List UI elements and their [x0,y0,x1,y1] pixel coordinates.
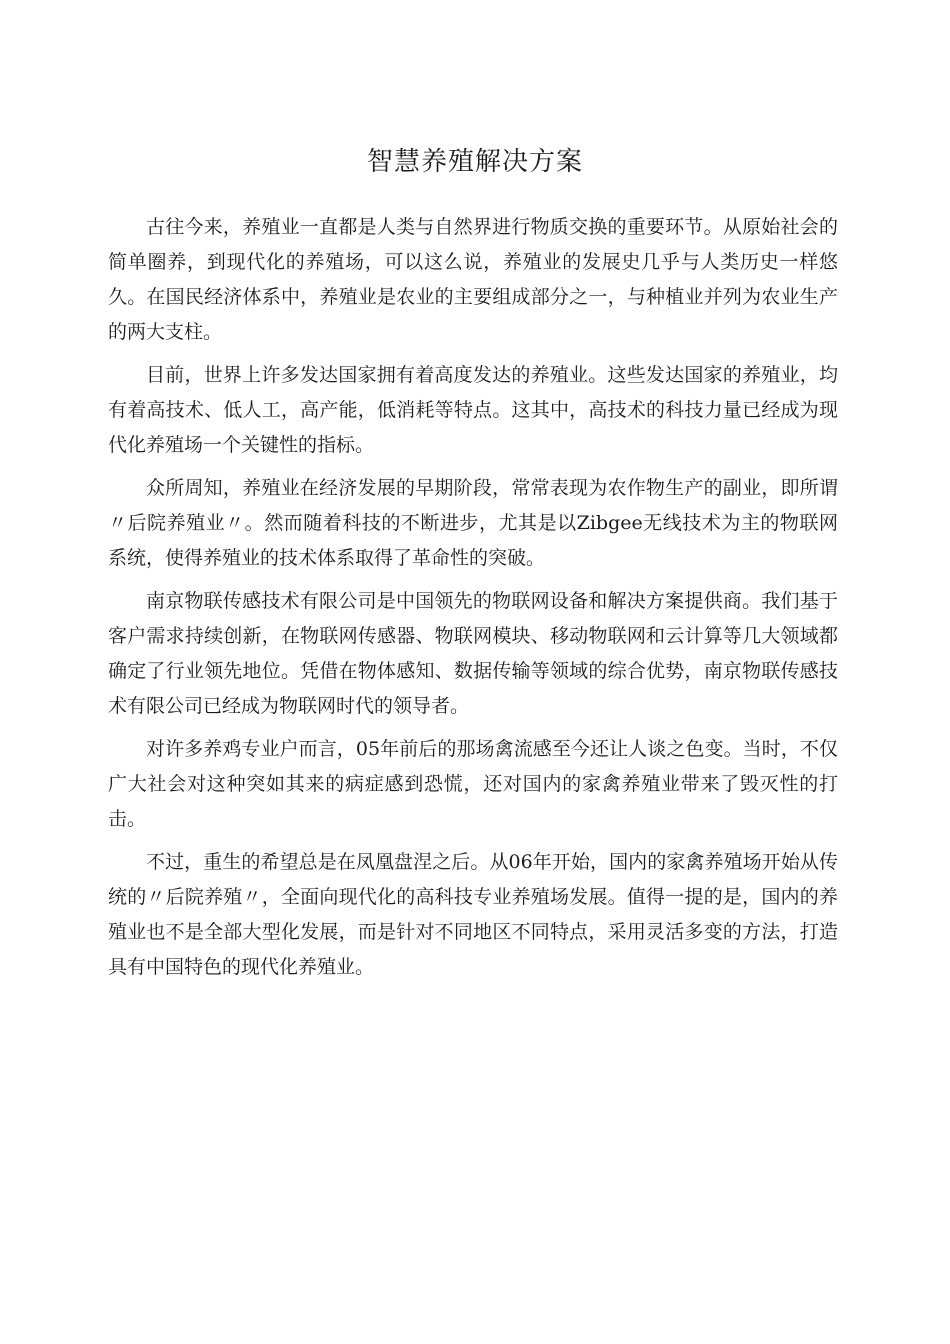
document-body [108,210,838,993]
paragraph-2: 目前，世界上许多发达国家拥有着高度发达的养殖业。这些发达国家的养殖业，均有着高技术、低人工，高产能，低消耗等特点。这其中，高技术的科技力量已经成为现代化养殖场一个关键性的指标。 [108,364,838,456]
paragraph-4: 南京物联传感技术有限公司是中国领先的物联网设备和解决方案提供商。我们基于客户需求持续创新，在物联网传感器、物联网模块、移动物联网和云计算等几大领域都确定了行业领先地位。凭借在物体感知、数据传输等领域的综合优势，南京物联传感技术有限公司已经成为物联网时代的领导者。 [108,590,838,717]
paragraph-3: 众所周知，养殖业在经济发展的早期阶段，常常表现为农作物生产的副业，即所谓〃后院养殖业〃。然而随着科技的不断进步，尤其是以Zibgee无线技术为主的物联网系统，使得养殖业的技术体系取得了革命性的突破。 [108,477,838,569]
paragraph-1: 古往今来，养殖业一直都是人类与自然界进行物质交换的重要环节。从原始社会的简单圈养，到现代化的养殖场，可以这么说，养殖业的发展史几乎与人类历史一样悠久。在国民经济体系中，养殖业是农业的主要组成部分之一，与种植业并列为农业生产的两大支柱。 [108,216,838,343]
document-title: 智慧养殖解决方案 [366,147,583,177]
paragraph-6: 不过，重生的希望总是在凤凰盘涅之后。从06年开始，国内的家禽养殖场开始从传统的〃后院养殖〃，全面向现代化的高科技专业养殖场发展。值得一提的是，国内的养殖业也不是全部大型化发展，而是针对不同地区不同特点，采用灵活多变的方法，打造具有中国特色的现代化养殖业。 [108,851,838,978]
paragraph-5: 对许多养鸡专业户而言，05年前后的那场禽流感至今还让人谈之色变。当时，不仅广大社会对这种突如其来的病症感到恐慌，还对国内的家禽养殖业带来了毁灭性的打击。 [108,738,838,830]
